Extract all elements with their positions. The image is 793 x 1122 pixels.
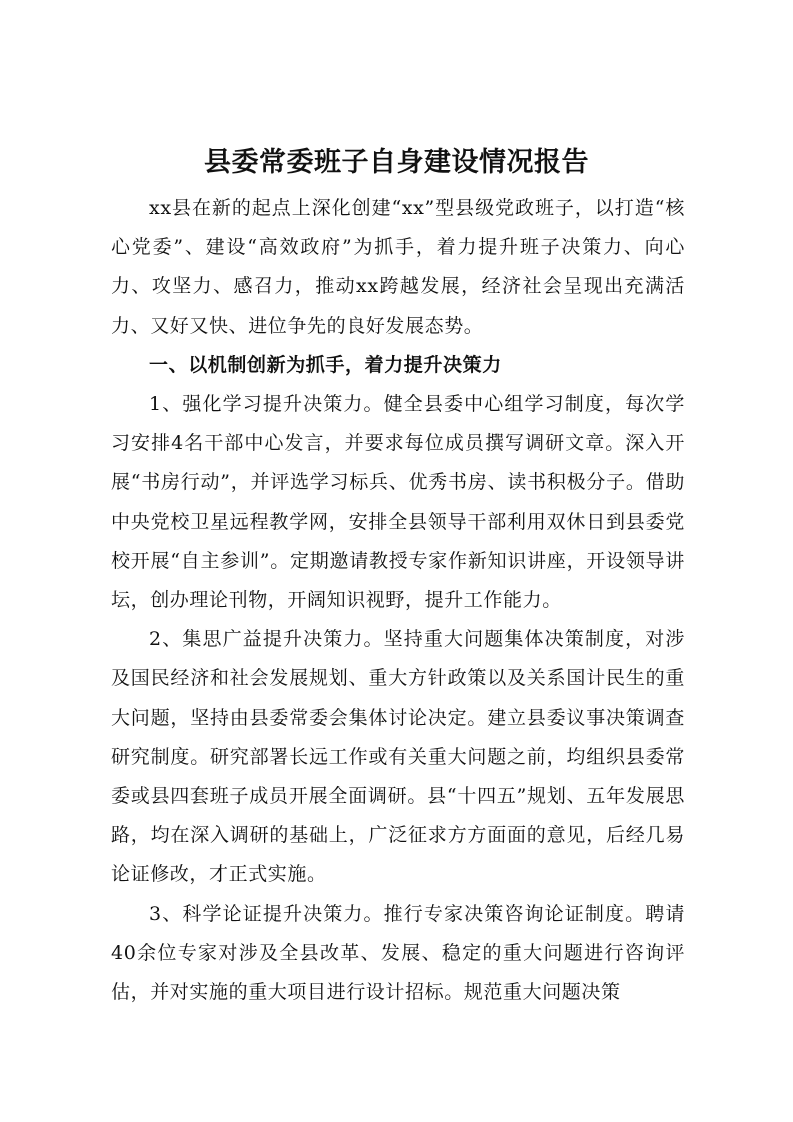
- paragraph-2: 2、集思广益提升决策力。坚持重大问题集体决策制度，对涉及国民经济和社会发展规划、重大方针政策以及关系国计民生的重大问题，坚持由县委常委会集体讨论决定。建立县委议事决策调查研究制度。研究部署长远工作或有关重大问题之前，均组织县委常委或县四套班子成员开展全面调研。县“十四五”规划、五年发展思路，均在深入调研的基础上，广泛征求方方面面的意见，后经几易论证修改，才正式实施。: [111, 628, 685, 886]
- intro-paragraph: xx县在新的起点上深化创建“xx”型县级党政班子，以打造“核心党委”、建设“高效政府”为抓手，着力提升班子决策力、向心力、攻坚力、感召力，推动xx跨越发展，经济社会呈现出充满活力、又好又快、进位争先的良好发展态势。: [111, 197, 685, 337]
- document-body: [111, 189, 685, 1012]
- paragraph-1: 1、强化学习提升决策力。健全县委中心组学习制度，每次学习安排4名干部中心发言，并要求每位成员撰写调研文章。深入开展“书房行动”，并评选学习标兵、优秀书房、读书积极分子。借助中央党校卫星远程教学网，安排全县领导干部利用双休日到县委党校开展“自主参训”。定期邀请教授专家作新知识讲座，开设领导讲坛，创办理论刊物，开阔知识视野，提升工作能力。: [111, 393, 685, 612]
- document-title: 县委常委班子自身建设情况报告: [204, 147, 589, 178]
- section-heading-1: 一、以机制创新为抓手，着力提升决策力: [149, 353, 502, 376]
- paragraph-3: 3、科学论证提升决策力。推行专家决策咨询论证制度。聘请40余位专家对涉及全县改革、发展、稳定的重大问题进行咨询评估，并对实施的重大项目进行设计招标。规范重大问题决策: [111, 902, 685, 1004]
